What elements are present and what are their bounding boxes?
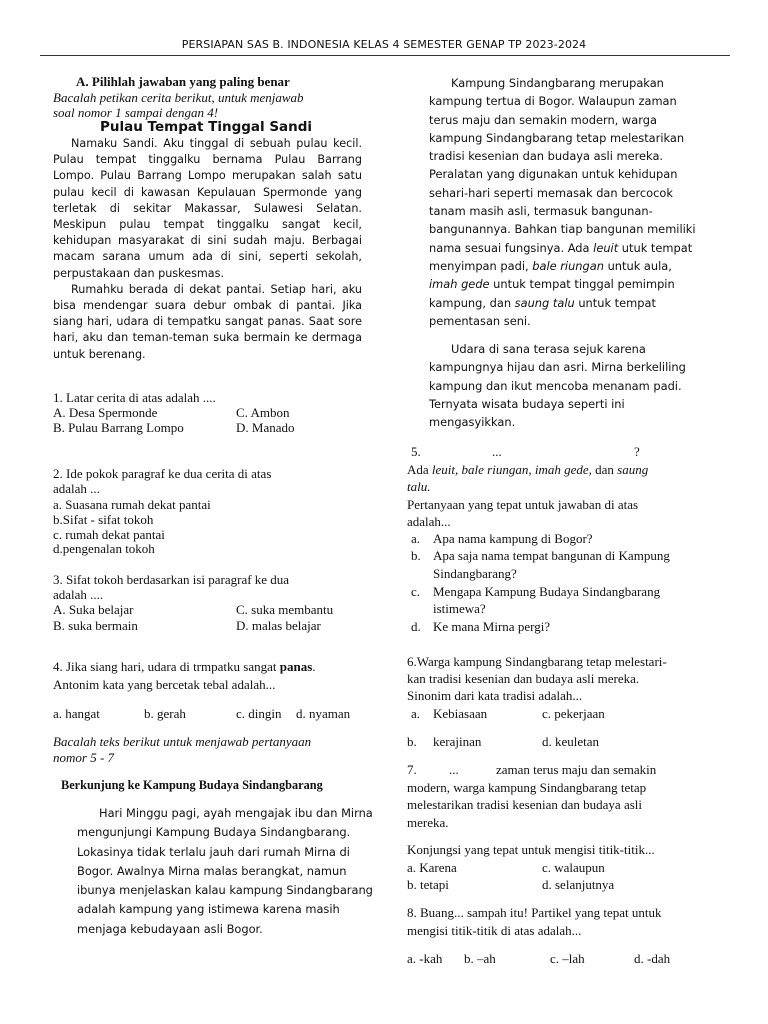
q5-option-d-label: d.: [411, 619, 421, 634]
q8-line-2: mengisi titik-titik di atas adalah...: [407, 923, 582, 938]
text: untuk aula,: [603, 258, 672, 273]
header-rule: [40, 55, 730, 56]
text: untuk tempat tinggal pemimpin: [489, 277, 675, 292]
text: kampung, dan: [429, 295, 515, 310]
story2-continuation: [429, 74, 729, 432]
q2-option-c[interactable]: c. rumah dekat pantai: [53, 527, 165, 542]
story2-paragraph-1: Hari Minggu pagi, ayah mengajak ibu dan Mirna mengunjungi Kampung Budaya Sindangbarang. Lokasinya tidak terlalu jauh dari rumah Mirna di Bogor. Awalnya Mirna malas berangkat, namun ibunya menjelaskan kalau kampung Sindangbarang adalah kampung yang istimewa karena masih menjaga kebudayaan asli Bogor.: [77, 806, 373, 936]
section-a-heading: A. Pilihlah jawaban yang paling benar: [76, 74, 290, 89]
q4-period: .: [312, 659, 316, 674]
q6-line-1: 6.Warga kampung Sindangbarang tetap melestari-: [407, 654, 667, 669]
q3-option-b[interactable]: B. suka bermain: [53, 618, 138, 633]
p2-line-14: pementasan seni.: [429, 313, 531, 328]
p2-line-3: terus maju dan semakin modern, warga: [429, 112, 657, 127]
q4-question-line-2: Antonim kata yang bercetak tebal adalah...: [53, 677, 276, 692]
q7-option-c[interactable]: c. walaupun: [542, 860, 605, 875]
q4-option-a[interactable]: a. hangat: [53, 706, 100, 721]
instruction2-line-1: Bacalah teks berikut untuk menjawab pertanyaan: [53, 734, 312, 749]
q4-bold-word: panas: [279, 659, 313, 674]
q8-option-d[interactable]: d. -dah: [634, 951, 671, 966]
p3-line-1: Udara di sana terasa sejuk karena: [451, 342, 646, 357]
p2-line-8: tanam masih asli, termasuk bangunan-: [429, 204, 653, 219]
q5-option-c-label: c.: [411, 584, 421, 599]
p3-line-4: Ternyata wisata budaya seperti ini: [429, 397, 625, 412]
q5-option-b-label: b.: [411, 548, 421, 563]
q5-question-mark: ?: [634, 444, 640, 459]
text: dan: [591, 462, 618, 477]
term-leuit: leuit: [593, 240, 619, 255]
instruction-line-1: Bacalah petikan cerita berikut, untuk menjawab: [53, 90, 304, 105]
q4-text: 4. Jika siang hari, udara di trmpatku sangat: [53, 659, 280, 674]
text: nama sesuai fungsinya. Ada: [429, 240, 594, 255]
q7-line-4: mereka.: [407, 815, 449, 830]
instruction-line-2: soal nomor 1 sampai dengan 4!: [53, 105, 219, 120]
q5-line-3: Pertanyaan yang tepat untuk jawaban di atas: [407, 497, 639, 512]
q2-option-a[interactable]: a. Suasana rumah dekat pantai: [53, 497, 211, 512]
q5-option-a[interactable]: Apa nama kampung di Bogor?: [433, 531, 593, 546]
story1-text: [53, 136, 362, 363]
q1-option-b[interactable]: B. Pulau Barrang Lompo: [53, 420, 184, 435]
q7-number: 7.: [407, 762, 417, 777]
q3-option-d[interactable]: D. malas belajar: [236, 618, 321, 633]
q7-blank: ...: [449, 762, 459, 777]
q7-option-b[interactable]: b. tetapi: [407, 877, 449, 892]
q1-question: 1. Latar cerita di atas adalah ....: [53, 390, 216, 405]
q1-option-d[interactable]: D. Manado: [236, 420, 295, 435]
q6-option-d[interactable]: d. keuletan: [542, 734, 600, 749]
q7-line-5: Konjungsi yang tepat untuk mengisi titik-titik...: [407, 842, 655, 857]
p2-line-13: [429, 294, 729, 312]
q4-option-d[interactable]: d. nyaman: [296, 706, 351, 721]
q4-option-b[interactable]: b. gerah: [144, 706, 186, 721]
story2-title: Berkunjung ke Kampung Budaya Sindangbarang: [61, 778, 323, 792]
q7-line-2: modern, warga kampung Sindangbarang tetap: [407, 780, 647, 795]
q5-number: 5.: [411, 444, 421, 459]
q7-option-a[interactable]: a. Karena: [407, 860, 457, 875]
q3-option-c[interactable]: C. suka membantu: [236, 602, 334, 617]
p3-line-5: mengasyikkan.: [429, 415, 516, 430]
p2-line-9: bangunannya. Bahkan tiap bangunan memiliki: [429, 222, 696, 237]
q5-option-d[interactable]: Ke mana Mirna pergi?: [433, 619, 551, 634]
story1-paragraph-2: Rumahku berada di dekat pantai. Setiap hari, aku bisa mendengar suara debur ombak di pantai. Jika siang hari, udara di tempatku sangat panas. Saat sore hari, aku dan teman-teman suka bermain ke dermaga untuk berenang.: [53, 282, 362, 361]
q6-line-3: Sinonim dari kata tradisi adalah...: [407, 688, 583, 703]
instruction2-line-2: nomor 5 - 7: [53, 750, 115, 765]
q7-option-d[interactable]: d. selanjutnya: [542, 877, 615, 892]
q6-option-b-label: b.: [407, 734, 417, 749]
q4-question-line-1: [53, 659, 316, 675]
q5-option-c-line-2[interactable]: istimewa?: [433, 601, 486, 616]
q5-option-b-line-1[interactable]: Apa saja nama tempat bangunan di Kampung: [433, 548, 670, 563]
q7-line-1: zaman terus maju dan semakin: [496, 762, 657, 777]
q4-option-c[interactable]: c. dingin: [236, 706, 282, 721]
text: utuk tempat: [618, 240, 693, 255]
q2-option-b[interactable]: b.Sifat - sifat tokoh: [53, 512, 154, 527]
q2-question-line-2: adalah ...: [53, 481, 100, 496]
q8-line-1: 8. Buang... sampah itu! Partikel yang tepat untuk: [407, 905, 662, 920]
story1-paragraph-1: Namaku Sandi. Aku tinggal di sebuah pulau kecil. Pulau tempat tinggalku bernama Pulau Barrang Lompo. Pulau Barrang Lompo merupakan salah satu pulau kecil di kawasan Kepulauan Spermonde yang terletak di sekitar Makassar, Sulawesi Selatan. Meskipun pulau tempat tinggalku sangat kecil, kehidupan masyarakat di sini sudah maju. Berbagai macam sarana umum ada di sini, seperti sekolah, perpustakaan dan puskesmas.: [53, 137, 362, 280]
story1-title: Pulau Tempat Tinggal Sandi: [100, 119, 313, 135]
q6-option-a[interactable]: Kebiasaan: [433, 706, 488, 721]
text: menyimpan padi,: [429, 258, 533, 273]
q2-question-line-1: 2. Ide pokok paragraf ke dua cerita di atas: [53, 466, 272, 481]
p3-line-3: kampung dan ikut mencoba menanam padi.: [429, 378, 682, 393]
q8-option-a[interactable]: a. -kah: [407, 951, 443, 966]
p2-line-12: [429, 275, 729, 293]
page-header: PERSIAPAN SAS B. INDONESIA KELAS 4 SEMESTER GENAP TP 2023-2024: [181, 38, 587, 51]
q5-option-c-line-1[interactable]: Mengapa Kampung Budaya Sindangbarang: [433, 584, 661, 599]
text: untuk tempat: [574, 295, 656, 310]
q6-option-c[interactable]: c. pekerjaan: [542, 706, 605, 721]
q6-line-2: kan tradisi kesenian dan budaya asli mereka.: [407, 671, 640, 686]
p2-line-1: Kampung Sindangbarang merupakan: [451, 76, 664, 90]
term-imah-gede: imah gede: [429, 277, 490, 292]
p2-line-2: kampung tertua di Bogor. Walaupun zaman: [429, 94, 677, 109]
q3-question-line-1: 3. Sifat tokoh berdasarkan isi paragraf ke dua: [53, 572, 290, 587]
p2-line-10: [429, 239, 729, 257]
q5-line-4: adalah...: [407, 514, 451, 529]
text: Ada: [407, 462, 432, 477]
q5-blank: ...: [492, 444, 502, 459]
q5-line-1: [407, 462, 648, 478]
p2-line-7: sehari-hari seperti memasak dan bercocok: [429, 185, 673, 200]
q8-option-b[interactable]: b. –ah: [464, 951, 496, 966]
q5-line-2: talu.: [407, 479, 431, 494]
terms: leuit, bale riungan, imah gede,: [431, 462, 592, 477]
p2-line-6: Peralatan yang digunakan untuk kehidupan: [429, 167, 678, 182]
q3-option-a[interactable]: A. Suka belajar: [53, 602, 134, 617]
term-bale-riungan: bale riungan: [532, 258, 604, 273]
q5-option-a-label: a.: [411, 531, 421, 546]
p3-line-2: kampungnya hijau dan asri. Mirna berkeliling: [429, 360, 686, 375]
q6-option-a-label: a.: [411, 706, 421, 721]
term: saung: [617, 462, 649, 477]
q1-option-c[interactable]: C. Ambon: [236, 405, 290, 420]
p2-line-11: [429, 257, 729, 275]
q7-line-3: melestarikan tradisi kesenian dan budaya asli: [407, 797, 643, 812]
q1-option-a[interactable]: A. Desa Spermonde: [53, 405, 158, 420]
q2-option-d[interactable]: d.pengenalan tokoh: [53, 541, 155, 556]
q5-option-b-line-2[interactable]: Sindangbarang?: [433, 566, 517, 581]
p2-line-4: kampung Sindangbarang tetap melestarikan: [429, 130, 685, 145]
term-saung-talu: saung talu: [514, 295, 575, 310]
q8-option-c[interactable]: c. –lah: [550, 951, 585, 966]
story2-text: [77, 804, 377, 939]
q3-question-line-2: adalah ....: [53, 587, 104, 602]
p2-line-5: tradisi kesenian dan budaya asli mereka.: [429, 149, 664, 164]
q6-option-b[interactable]: kerajinan: [433, 734, 482, 749]
